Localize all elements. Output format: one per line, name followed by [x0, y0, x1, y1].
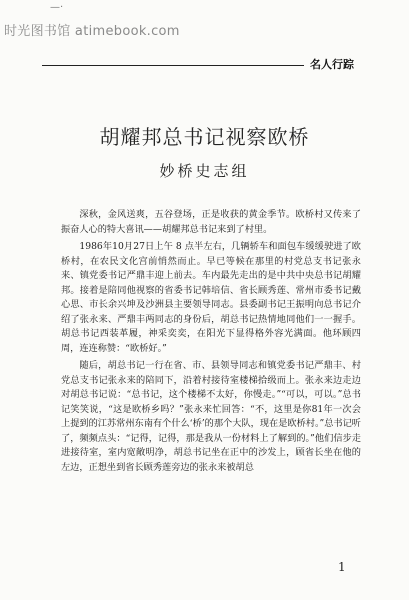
paragraph: 1986年10月27日上午 8 点半左右，几辆轿车和面包车缓缓驶进了欧桥村，在农民文化宫前悄然而止。早已等候在那里的村党总支书记张永来、镇党委书记严鼎丰迎上前去。车内最先走出的是中共中央总书记胡耀邦。接着是陪同他视察的省委书记韩培信、省长顾秀莲、常州市委书记戴心思、市长余兴坤及沙洲县主要领导同志。县委副书记王振明向总书记介绍了张永来、严鼎丰两同志的身份后，胡总书记热情地同他们一一握手。胡总书记西装革履，神采奕奕，在阳光下显得格外容光满面。他环顾四周，连连称赞：“欧桥好。”: [61, 241, 361, 354]
paragraph: 深秋，金风送爽，五谷登场，正是收获的黄金季节。欧桥村又传来了振奋人心的特大喜讯——胡耀邦总书记来到了村里。: [61, 209, 361, 235]
header-rule: [42, 65, 304, 66]
article-title: 胡耀邦总书记视察欧桥: [99, 125, 310, 149]
paragraph: 随后，胡总书记一行在省、市、县领导同志和镇党委书记严鼎丰、村党总支书记张永来的陪同下，沿着村接待室楼梯拾级而上。张永来边走边对胡总书记说：“总书记，这个楼梯不太好，你慢走。”“可以，可以。”总书记笑笑说，“这是欧桥乡吗？”张永来忙回答：“不，这里是你81年一次会上提到的江苏常州东南有个什么‘桥’的那个大队，现在是欧桥村。”总书记听了，频频点头：“记得，记得，那是我从一份材料上了解到的。”他们信步走进接待室，室内宽敞明净，胡总书记坐在正中的沙发上，顾省长坐在他的左边，正想坐到省长顾秀莲旁边的张永来被胡总: [61, 360, 361, 473]
page-corner-mark: —·: [50, 2, 64, 13]
article-author: 妙桥史志组: [159, 162, 250, 180]
page-number: 1: [338, 560, 346, 574]
section-header-label: 名人行踪: [310, 58, 354, 71]
article-body: [61, 208, 361, 478]
watermark: 时光图书馆 atimebook.com: [4, 24, 180, 39]
